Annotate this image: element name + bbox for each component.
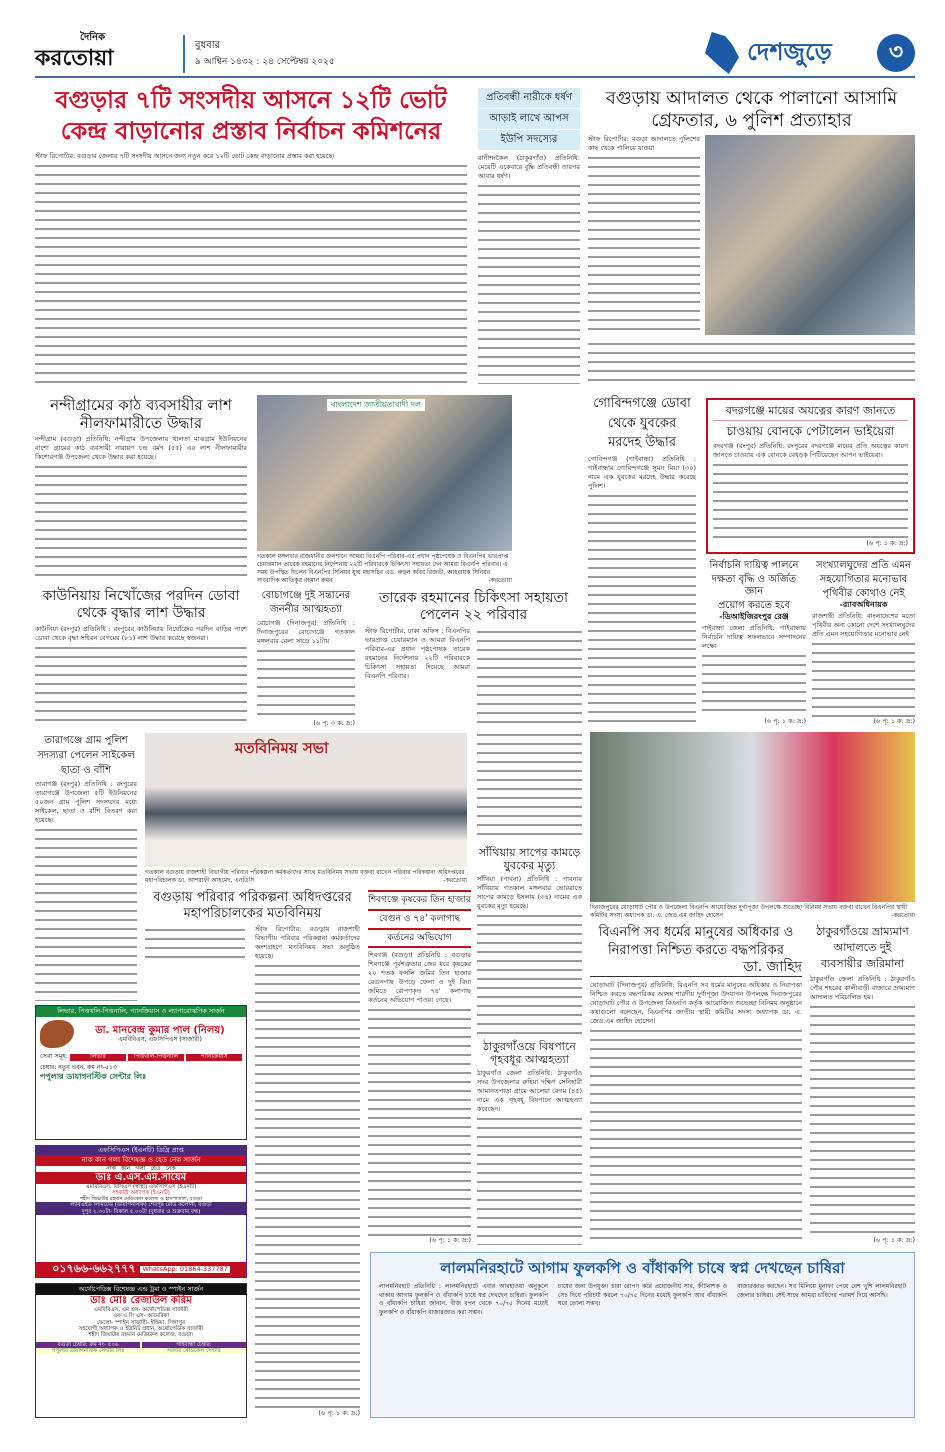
ad3-l2: এফ এ সি এস- আমেরিকা [112, 1313, 170, 1320]
election-duty-article [702, 560, 806, 726]
kaunia-body-text [35, 643, 247, 728]
election-headline-1: নির্বাচনি দায়িত্ব পালনে [709, 560, 799, 571]
badarganj-jump: (৬ পৃ: ১ ক: দ্র:) [866, 539, 908, 547]
court-content [588, 135, 915, 335]
court-fine-headline-1: ঠাকুরগাঁওয়ে ভ্রাম্যমাণ [816, 925, 909, 938]
ad2-spec: নাক কান গলা বিশেষজ্ঞ ও হেড নেক সার্জন [36, 1155, 246, 1165]
bangladesh-map-icon [705, 32, 739, 74]
ad1-tab: প্যানক্রিয়াস [186, 1054, 242, 1061]
ad2-chamber: ল্যাবএইড লিমিটেড (ডায়াগনস্টিক) শেরপুর রোড কলোনী, বগুড়া [36, 1202, 246, 1208]
ad3-chamber-box-2 [142, 1342, 246, 1355]
court-body-text [588, 153, 700, 335]
thakurgaon-suicide-article [477, 1040, 582, 1245]
gobindaganj-body: গোবিন্দগঞ্জ (গাইবান্ধা) প্রতিনিধি : গাইবান্ধার গোবিন্দগঞ্জে সুমন মিয়া (৩০) নামে এক যুবকের মরদেহ উদ্ধার করেছে পুলিশ। [588, 454, 696, 490]
taraganj-headline-1: তারাগঞ্জে গ্রাম পুলিশ [44, 735, 128, 746]
ent-specialist-advert [35, 1145, 247, 1278]
ad2-contact [36, 1262, 246, 1277]
tarek-body-text [477, 627, 582, 728]
snakebite-article [477, 846, 582, 1036]
taraganj-body-text [35, 825, 137, 1001]
nandigram-headline-1: নন্দীগ্রামের কাঠ ব্যবসায়ীর লাশ [50, 396, 232, 414]
badarganj-article [706, 398, 915, 554]
ortho-surgeon-ad [35, 1283, 247, 1418]
court-fine-body-text [810, 1002, 915, 1236]
gobindaganj-headline-1: গোবিন্দগঞ্জে ডোবা [593, 396, 691, 411]
nandigram-body-text [35, 462, 247, 582]
rape-headline-1: প্রতিবন্ধী নারীকে ধর্ষণ [478, 88, 580, 109]
shibganj-jump: (৬ পৃ: ১ ক: দ্র:) [429, 1236, 471, 1244]
shibganj-headline-3: কর্তনের অভিযোগ [368, 928, 471, 949]
tarek-columns [365, 627, 582, 728]
ad2-part: হেড [150, 1164, 161, 1172]
bnp-body-text [590, 1026, 802, 1245]
nandigram-article [35, 396, 247, 582]
weekday: বুধবার [195, 40, 221, 51]
bochaganj-body-text [257, 646, 355, 719]
court-fine-body: ঠাকুরগাঁও জেলা প্রতিনিধি : ঠাকুরগাঁও পৌর শহরের কালীবাড়ী বাজারে ভ্রাম্যমাণ আদালত পরিচালিত হয়। [810, 974, 915, 1001]
rape-article [478, 88, 580, 384]
ad3-chamber-1: বগুড়া চেম্বার: রুম নং- ৫০৬ [36, 1342, 140, 1348]
election-headline-3: প্রয়োগ করতে হবে [717, 600, 791, 611]
paper-logo: করতোয়া [35, 45, 114, 71]
suicide-body-text [477, 1114, 582, 1245]
bochaganj-article [257, 590, 355, 728]
fp-body-text [145, 925, 245, 965]
court-photo [705, 135, 915, 335]
photo-caption [257, 553, 512, 585]
ad3-chamber-box-1 [36, 1342, 140, 1355]
photo-banner: বাংলাদেশ জাতীয়তাবাদী দল [327, 399, 425, 411]
lalmonirhat-col-2: চাষের জন্য উপযুক্ত। চারা রোপণ করে প্রয়োজনীয় সার, কীটনাশক ও সেচ দিয়ে পরিচর্যা করলে ৭০/৭৫ দিনের মধ্যেই ফুলকপি আর বাঁধাকপি ঘরে তোলা সম্ভব। [558, 1283, 727, 1307]
court-headline-1: বগুড়ায় আদালত থেকে পালানো আসামি [605, 88, 898, 109]
minority-headline-1: সংখ্যালঘুদের প্রতি এমন [816, 560, 911, 571]
bochaganj-headline-2: জননীর আত্মহত্যা [269, 604, 343, 615]
badarganj-body: বদরগঞ্জ (রংপুর) প্রতিনিধি: রংপুরের বদরগঞ্জে মায়ের প্রতি অযত্নের কারণ জানতে চাওয়ায় এক বোনকে বেধড়ক পিটিয়েছেন আপন ভাইয়েরা। [713, 441, 908, 459]
ad2-part: নেক [165, 1164, 176, 1172]
nandigram-headline-2: নীলফামারীতে উদ্ধার [79, 414, 203, 432]
minority-headline-3: পৃথিবীর কোথাও নেই [822, 588, 905, 599]
kaunia-headline-1: কাউনিয়ায় নিখোঁজের পরদিন ডোবা [42, 588, 240, 604]
tarek-body: স্টাফ রিপোর্টার, ঢাকা অফিস : বিএনপির ভারপ্রাপ্ত চেয়ারম্যান ও আমরা বিএনপি পরিবার-এর প্রধান পৃষ্ঠপোষক তারেক রহমানের নির্দেশনায় ২২টি পরিবারকে চিকিৎসা সহায়তা দিয়েছে আমরা বিএনপি পরিবার। [365, 626, 470, 680]
ad2-part: গলা [135, 1164, 146, 1172]
gobindaganj-headline-3: মরদেহ উদ্ধার [608, 435, 676, 451]
election-byline: -ডিআইজিরংপুর রেঞ্জ [719, 611, 789, 621]
taraganj-headline-2: সদস্যরা পেলেন সাইকেল [37, 750, 135, 761]
durga-credit: -করতোয়া [891, 912, 915, 919]
tarek-article [365, 590, 582, 728]
bnp-headline-1: বিএনপি সব ধর্মের মানুষের অধিকার ও [598, 925, 794, 940]
meeting-photo [145, 733, 467, 867]
ad3-college: শহীদ জিয়াউর রহমান মেডিকেল কলেজ, বগুড়া। [88, 1332, 194, 1339]
fp-headline-2: মহাপরিচালকের মতবিনিময় [183, 905, 322, 921]
election-jump: (৬ পৃ: ১ ক: দ্র:) [764, 717, 806, 725]
kaunia-headline-2: থেকে বৃদ্ধার লাশ উদ্ধার [76, 604, 206, 621]
fp-body-text-2 [255, 961, 360, 1409]
gobindaganj-body-text [588, 491, 696, 726]
court-fine-jump: (৬ পৃ: ১ ক: দ্র:) [873, 1236, 915, 1244]
ad1-service: সেবা সমূহ: [40, 1052, 69, 1061]
lead-body-text [35, 161, 467, 384]
tarek-headline-1: তারেক রহমানের চিকিৎসা সহায়তা [378, 590, 569, 606]
minority-byline: -র‌্যাবঅধিনায়ক [839, 599, 888, 609]
issue-date: ৯ আশ্বিন ১৪৩২ : ২৪ সেপ্টেম্বর ২০২৫ [195, 57, 335, 67]
court-fine-headline-2: আদালতে দুই [833, 941, 892, 955]
gobindaganj-article [588, 396, 696, 726]
ad2-parts [36, 1166, 246, 1173]
liver-surgeon-ad [35, 1005, 247, 1140]
snakebite-body: সাঁথিয়া (পাবনা) প্রতিনিধি : পাবনার সাঁথিয়ায় গতকাল মঙ্গলবার ভোররাতে সাপের কামড়ে ইসলাম (৩৪) নামের এক যুবকের মৃত্যু হয়েছে। [477, 875, 582, 911]
ad1-doctor-row [36, 1017, 246, 1051]
election-headline-2: দক্ষতা বৃদ্ধি ও অর্জিত জ্ঞান [711, 574, 797, 597]
section-title: দেশজুড়ে [747, 37, 832, 66]
bochaganj-jump: (৬ পৃ: ৩ ক: দ্র:) [313, 719, 355, 727]
suicide-body: ঠাকুরগাঁও জেলা প্রতিনিধি: ঠাকুরগাঁও সদর উপজেলার রুহিয়া দক্ষিণ সেনিহারী আমানতপাড়া গ্রামে আলেয়া বেগম (৪৫) নামে এক গৃহবধূ বিষপানে আত্মহত্যা করেছেন। [477, 1069, 582, 1114]
snakebite-headline-2: যুবকের মৃত্যু [503, 859, 556, 873]
lead-body: স্টাফ রিপোর্টার: বগুড়ার জেলার ৭টি সংসদীয় আসনে জন্য নতুন করে ১২টি ভোট কেন্দ্র বাড়ানোর প্রস্তাব করা হয়েছে। [35, 151, 335, 160]
lead-headline-1: বগুড়ার ৭টি সংসদীয় আসনে ১২টি ভোট [55, 85, 447, 114]
paper-small-name: দৈনিক [80, 32, 106, 43]
kaunia-body: কাউনিয়া (রংপুর) প্রতিনিধি : রংপুরের কাউনিয়ায় নিখোঁজের পরদিন বাড়ির পাশে ডোবা থেকে বৃদ্ধা সহিরন বেগমের (৮১) লাশ উদ্ধার করেছে স্বজনরা। [35, 624, 247, 642]
ad3-chamber-2: গাইবান্ধা চেম্বার: [142, 1342, 246, 1348]
bnp-body: ঘোড়াঘাট (দিনাজপুর) প্রতিনিধি: বিএনপি সব ধর্মের মানুষের অধিকার ও নিরাপত্তা নিশ্চিত করতে বদ্ধপরিকর আসন্ন শারদীয় দুর্গাপূজা উদযাপন উপলক্ষে দিনাজপুরের ঘোড়াঘাট পৌর ও উপজেলা বিএনপি কর্তৃক আয়োজিত শুভেচ্ছা বিনিময় অনুষ্ঠানে কথাগুলো বলেছেন, বিএনপির জাতীয় স্থায়ী কমিটির সদস্য অধ্যাপক ডা. এ. জেড.এম জাহিদ হোসেন। [590, 981, 802, 1026]
ad2-part: নাক [106, 1164, 116, 1172]
bochaganj-body: বোচাগঞ্জ (দিনাজপুর) প্রতিনিধি : দিনাজপুরের বোচাগঞ্জে গতকাল মঙ্গলবার বেলা সাড়ে ১১টায় [257, 619, 355, 645]
lalmonirhat-col-3: বাজারজাত করছেন। সব মিলিয়ে মুনাফা পেয়ে বেশ খুশি লালমনিরহাট জেলার চাষিরা। সেই সাথে আমরা চাষিদের পরামর্শ দিয়ে আসছি। [737, 1283, 906, 1299]
bnp-byline: ডা. জাহিদ [590, 958, 802, 977]
divider [183, 35, 185, 73]
badarganj-body-text [713, 460, 908, 539]
ad2-doctor: ডাঃ এ.এস.এম.সায়েম [36, 1172, 246, 1184]
ad3-l3: ফেলো- স্পাইন সার্জারী- ইন্ডিয়া, সিঙ্গাপুর [96, 1319, 186, 1326]
shibganj-body-text [368, 1005, 471, 1236]
bnp-rights-article [590, 925, 802, 1245]
minority-jump: (৬ পৃ: ১ ক: দ্র:) [873, 717, 915, 725]
tarek-body-text-2 [477, 730, 582, 842]
ad1-room: চেম্বার: নতুন ভবন, রুম নং-৫১৩ [40, 1063, 117, 1071]
ad3-center-2: সরদার মেডিকেল সেন্টার [167, 1347, 221, 1354]
ad2-time: দুপুর ২.৩০টা- বিকাল ৫.০০টা (বুধবার ও শুক্রবার বন্ধ) [36, 1209, 246, 1215]
durga-caption [590, 904, 915, 920]
bnp-photo-block [257, 395, 512, 585]
snakebite-body-text [477, 911, 582, 1036]
mobile-court-article [810, 925, 915, 1245]
ad3-degree: এমবিবিএস, এম এস- অর্থোপেডিক্স সার্জারী [93, 1306, 189, 1313]
shibganj-headline-1: শিবগঞ্জে কৃষকের তিন হাজার [368, 890, 471, 906]
minority-body: রাজশাহী প্রতিনিধি: বাংলাদেশের মতো পৃথিবীর অন্য কোনো দেশে সংখ্যালঘুদের প্রতি এমন সহযোগিতার মনোভাব নেই [812, 611, 915, 638]
rape-headline-3: ইউপি সদস্যের [500, 134, 558, 145]
ad3-doctor: ডাঃ মোঃ রেজাউল করিম [90, 1295, 192, 1307]
election-body: গাইবান্ধা জেলা প্রতিনিধি: গাইবান্ধায় নির্বাচনি দায়িত্ব সফলভাবে সম্পাদনের লক্ষ্যে [702, 623, 806, 650]
meeting-photo-block [145, 733, 467, 885]
minority-article [812, 560, 915, 726]
lead-article [35, 86, 467, 384]
election-body-text [702, 651, 806, 717]
ad1-header: লিভার, পিত্তথলি-পিত্তনালি, প্যানক্রিয়াস ও ল্যাপারোস্কপিক সার্জন [36, 1006, 246, 1017]
lead-headline-2: কেন্দ্র বাড়ানোর প্রস্তাব নির্বাচন কমিশনের [60, 115, 442, 145]
ad1-tab: লিভার [70, 1054, 126, 1061]
court-text-column [588, 135, 700, 335]
bnp-headline-2: নিরাপত্তা নিশ্চিত করতে বদ্ধপরিকর [608, 942, 784, 958]
meeting-banner: মতবিনিময় সভা [235, 739, 329, 757]
ad1-tab: পিত্তথলি-পিত্তনালি [128, 1054, 184, 1061]
rape-body-text [478, 181, 580, 384]
fp-body: স্টাফ রিপোর্টার: বগুড়ায় রাজশাহী বিভাগীয় পরিবার পরিকল্পনা কর্মকর্তাদের অংশগ্রহণে মতবিনিময় সভা অনুষ্ঠিত হয়েছে। [255, 925, 360, 961]
ad1-tabs [40, 1053, 242, 1060]
ad2-phone: ০১৭৬৬-৬৬২৭৭৭ [52, 1262, 136, 1276]
nandigram-body: নন্দীগ্রাম (বগুড়া) প্রতিনিধি: নন্দীগ্রাম উপজেলার থালতা মাঝগ্রাম ইউনিয়নের বাশো গ্রামের কাঠ ব্যবসায়ী নারায়ণ চন্দ্র বর্মণ (৫৫) এর লাশ নীলফামারীর কিশোরগঞ্জ উপজেলা থেকে উদ্ধার করা হয়েছে। [35, 435, 247, 461]
badarganj-headline-1: বদরগঞ্জে মায়ের অযত্নের কারণ জানতে [713, 404, 908, 421]
taraganj-body: তারাগঞ্জ (রংপুর) প্রতিনিধি : রংপুরের তারাগঞ্জে উপজেলা ৫টি ইউনিয়নের ৫০জন গ্রাম পুলিশ সদস্যদের মধ্যে সাইকেল, ছাতা ও বাঁশি বিতরণ করা হয়েছে। [35, 780, 137, 824]
ad1-doctor: ডা. মানবেন্দ্র কুমার পাল (নিলয়) [95, 1025, 225, 1037]
court-fine-headline-3: ব্যবসায়ীর জরিমানা [820, 957, 905, 971]
lalmonirhat-columns [379, 1283, 906, 1317]
court-headline-2: গ্রেফতার, ৬ পুলিশ প্রত্যাহার [651, 109, 852, 131]
durga-caption-text: দিনাজপুরের ঘোড়াঘাট পৌর ও উপজেলা বিএনপি আয়োজিত দুর্গাপূজা উপলক্ষে শুভেচ্ছা বিনিময় সভায় বক্তব্য রাখেন বিএনপির স্থায়ী কমিটির সদস্য অধ্যাপক ডা. এ. জেড.এম জাহিদ হোসেন [590, 904, 908, 919]
fp-headline-1: বগুড়ায় পরিবার পরিকল্পনা অধিদপ্তরের [153, 890, 352, 905]
durga-photo-block [590, 732, 915, 920]
ad3-center-1: পপুলার ডায়াগনস্টিক সেন্টার লিঃ [51, 1347, 125, 1354]
photo-caption-text: গতকাল মঙ্গলবার রাজধানীর গুলশানে আমরা বিএনপি পরিবার-এর প্রধান পৃষ্ঠপোষক ও বিএনপির ভারপ্রাপ্ত চেয়ারম্যান তারেক রহমানের নির্দেশনায় ২২টি পরিবারকে চিকিৎসা সহায়তা দেন আমরা বিএনপি পরিবার। এ সময় উপস্থিত ছিলেন বিএনপির সিনিয়র যুগ্ম মহাসচিব এড. রুহুল কবির রিজভী, আহবায়ক সিনিয়র সাংবাদিক আতিকুর রহমান রুমন [257, 553, 509, 584]
ad1-degree: এমবিবিএস, এফসিপিএস (সার্জারী) [118, 1035, 202, 1043]
taraganj-headline-3: ছাতা ও বাঁশি [60, 765, 112, 776]
fp-jump: (৬ পৃ: ১ ক: দ্র:) [318, 1409, 360, 1417]
ad2-college: শহীদ জিয়াউর রহমান মেডিকেল কলেজ ও হাসপাতাল, বগুড়া [80, 1195, 202, 1202]
lalmonirhat-headline: লালমনিরহাটে আগাম ফুলকপি ও বাঁধাকপি চাষে স্বপ্ন দেখছেন চাষিরা [440, 1259, 845, 1277]
liver-icon [40, 1020, 74, 1048]
kaunia-article [35, 588, 247, 728]
ad2-post: সহকারী অধ্যাপক (ইএনটি) [112, 1190, 170, 1197]
suicide-headline-1: ঠাকুরগাঁওয়ে বিষপানে [483, 1040, 576, 1053]
ad2-whatsapp: WhatsApp: 01864-337787 [142, 1264, 228, 1273]
minority-headline-2: সহযোগিতার মনোভাব [819, 574, 908, 585]
ad3-chambers [36, 1342, 246, 1355]
rape-body: রানীশংকৈল (ঠাকুরগাঁও) প্রতিনিধি: মেয়েটি একেবারে বুদ্ধি প্রতিবন্ধী তারপর আবার ধর্ষণ। [478, 154, 580, 180]
bnp-press-photo [257, 395, 512, 551]
rape-headline-2: আড়াই লাখে আপস [478, 109, 580, 130]
bochaganj-headline-1: বোচাগঞ্জে দুই সন্তানের [261, 590, 351, 601]
ad2-top: এফসিপিএস (ইএনটি) ডিগ্রি প্রাপ্ত [36, 1146, 246, 1155]
court-article [588, 88, 915, 384]
badarganj-headline-2: চাওয়ায় বোনকে পেটালেন ভাইয়েরা [726, 424, 895, 439]
durga-photo [590, 732, 915, 902]
shibganj-headline-2: বেগুন ও ৭৪' কলাগাছ [368, 909, 471, 925]
suicide-headline-2: গৃহবধূর আত্মহত্যা [490, 1053, 569, 1067]
fp-column-b [255, 925, 360, 1418]
shibganj-body: শিবগঞ্জ (বগুড়া) প্রতিনিধি : বগুড়ার শিবগঞ্জে পূর্বশত্রুতার জের ধরে কৃষকের ২০ শতক ফসলি জমির তিন হাজার বেগুনগাছ উপড়ে ফেলা ও দুই বিঘা জমিতে রোপণকৃত ৭৪' কলাগাছ কর্তনের অভিযোগ পাওয়া গেছে। [368, 951, 471, 1005]
lalmonirhat-article [370, 1252, 915, 1418]
lalmonirhat-col-1: লালমনিরহাট প্রতিনিধি : লালমনিরহাটে এবার আবহাওয়া অনুকূলে থাকায় আগাম ফুলকপি ও বাঁধাকপি চাষে স্বপ্ন দেখছেন চাষিরা। ফুলকপি ও বাঁধাকপি চাষিরা জানান, বীজ বপন থেকে ৭০/৭৫ দিনের মধ্যেই ফুলকপি ও বাঁধাকপি বাজারজাত করা সম্ভব। [379, 1283, 548, 1316]
meeting-caption [145, 869, 467, 885]
tarek-headline-2: পেলেন ২২ পরিবার [419, 606, 528, 623]
taraganj-article [35, 735, 137, 1001]
snakebite-headline-1: সাঁথিয়ায় সাপের কামড়ে [478, 846, 581, 859]
shibganj-article [368, 890, 471, 1245]
court-body-text-2 [588, 339, 915, 384]
page-number-badge: ৩ [877, 34, 915, 72]
ad2-degree: এমবিবিএস, বিসিএস (স্বাস্থ্য) এফসিপিএস (ইএনটি) [85, 1183, 197, 1190]
court-body: স্টাফ রিপোর্টার: বগুড়া আদালতে পুলিশের কাছ থেকে পালিয়ে যাওয়া [588, 135, 700, 153]
photo-credit: -করতোয়া [488, 577, 512, 584]
ad3-top: অর্থোপেডিক্স বিশেষজ্ঞ এন্ড ট্রমা ও স্পাইন সার্জন [36, 1284, 246, 1295]
gobindaganj-headline-2: থেকে যুবকের [607, 415, 677, 431]
meeting-caption-text: গতকাল বগুড়ায় রাজশাহী বিভাগীয় পরিবার পরিকল্পনা কর্মকর্তাদের সাথে মতবিনিময় সভায় বক্তব্য রাখেন পরিবার পরিকল্পনা অধিদপ্তরের মহাপরিচালক ডা. আশরাফী আহমেদ, এনডিসি [145, 869, 465, 884]
minority-body-text [812, 639, 915, 717]
ad1-center: পপুলার ডায়াগনস্টিক সেন্টার লিঃ [40, 1071, 147, 1081]
meeting-credit: -করতোয়া [443, 877, 467, 884]
ad2-part: কান [120, 1164, 131, 1172]
ad3-post: সহযোগী অধ্যাপক ও ইউনিট প্রধান, অর্থোপেডিক সার্জারী [78, 1325, 204, 1332]
masthead [35, 32, 915, 78]
